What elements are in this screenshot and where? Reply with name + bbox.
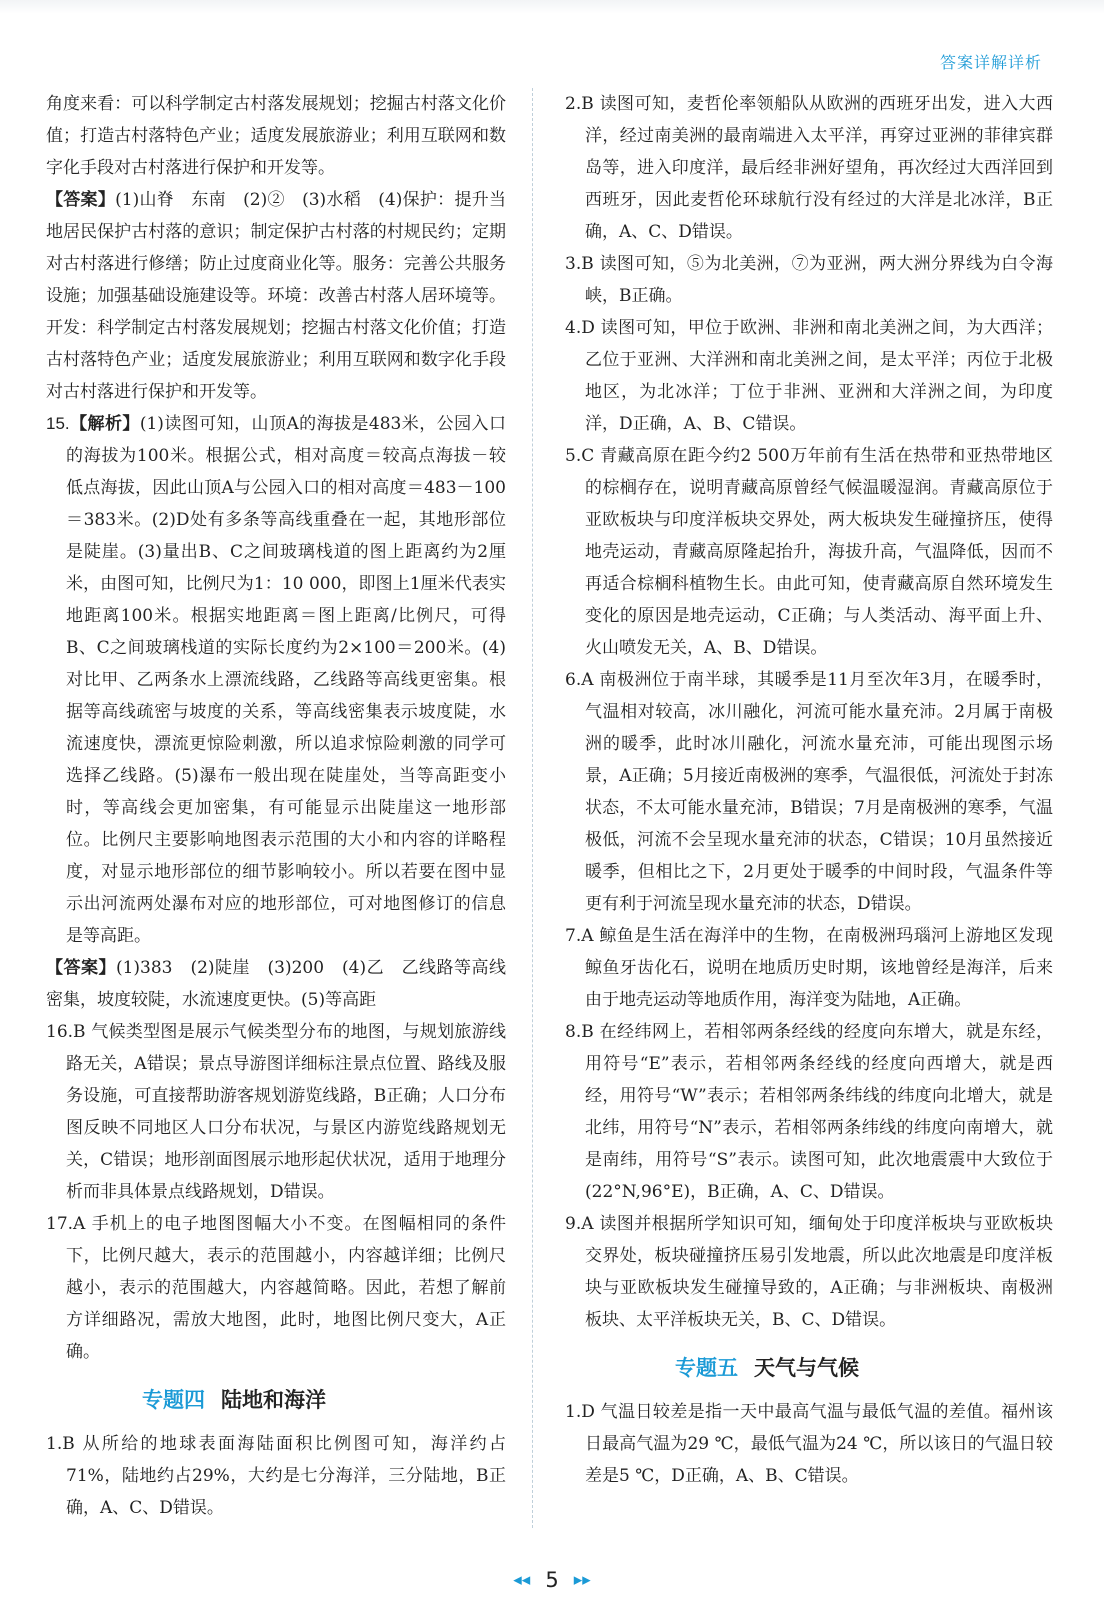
right-column [565,88,1053,1492]
analysis-label: 【解析】 [69,414,140,434]
question-6: 6.A 南极洲位于南半球，其暖季是11月至次年3月，在暖季时，气温相对较高，冰川融化，河流可能水量充沛。2月属于南极洲的暖季，此时冰川融化，河流水量充沛，可能出现图示场景，A正确；5月接近南极洲的寒季，气温很低，河流处于封冻状态，不太可能水量充沛，B错误；7月是南极洲的寒季，气温极低，河流不会呈现水量充沛的状态，C错误；10月虽然接近暖季，但相比之下，2月更处于暖季的中间时段，气温条件等更有利于河流呈现水量充沛的状态，D错误。 [565,670,1053,914]
answer-label: 【答案】 [46,190,116,210]
section-5-label: 专题五 [675,1356,738,1380]
section-4-question-1: 1.B 从所给的地球表面海陆面积比例图可知，海洋约占71%，陆地约占29%，大约是七分海洋，三分陆地，B正确，A、C、D错误。 [46,1434,506,1518]
section-5-title: 天气与气候 [754,1356,859,1380]
answer-14-text: (1)山脊 东南 (2)② (3)水稻 (4)保护：提升当地居民保护古村落的意识；制定保护古村落的村规民约；定期对古村落进行修缮；防止过度商业化等。服务：完善公共服务设施；加强基础设施建设等。环境：改善古村落人居环境等。开发：科学制定古村落发展规划；挖掘古村落文化价值；打造古村落特色产业；适度发展旅游业；利用互联网和数字化手段对古村落进行保护和开发等。 [46,190,507,402]
question-8: 8.B 在经纬网上，若相邻两条经线的经度向东增大，就是东经，用符号“E”表示，若相邻两条经线的经度向西增大，就是西经，用符号“W”表示；若相邻两条纬线的纬度向北增大，就是北纬，用符号“N”表示，若相邻两条纬线的纬度向南增大，就是南纬，用符号“S”表示。读图可知，此次地震震中大致位于(22°N,96°E)，B正确，A、C、D错误。 [565,1022,1053,1202]
question-2: 2.B 读图可知，麦哲伦率领船队从欧洲的西班牙出发，进入大西洋，经过南美洲的最南端进入太平洋，再穿过亚洲的菲律宾群岛等，进入印度洋，最后经非洲好望角，再次经过大西洋回到西班牙，因此麦哲伦环球航行没有经过的大洋是北冰洋，B正确，A、C、D错误。 [565,94,1053,242]
answer-14 [46,184,506,408]
section-5-question-1: 1.D 气温日较差是指一天中最高气温与最低气温的差值。福州该日最高气温为29 ℃，最低气温为24 ℃，所以该日的气温日较差是5 ℃，D正确，A、B、C错误。 [565,1402,1053,1486]
section-4-title: 陆地和海洋 [221,1388,326,1412]
column-divider [532,88,533,1528]
prev-page-icon[interactable]: ◀◀ [513,1573,531,1587]
section-5-heading [675,1352,1053,1384]
top-band [0,0,1104,14]
question-17: 17.A 手机上的电子地图图幅大小不变。在图幅相同的条件下，比例尺越大，表示的范围越小，内容越详细；比例尺越小，表示的范围越大，内容越简略。因此，若想了解前方详细路况，需放大地图，此时，地图比例尺变大，A正确。 [46,1214,506,1362]
question-number: 15. [46,414,70,433]
question-5: 5.C 青藏高原在距今约2 500万年前有生活在热带和亚热带地区的棕榈存在，说明青藏高原曾经气候温暖湿润。青藏高原位于亚欧板块与印度洋板块交界处，两大板块发生碰撞挤压，使得地壳运动，青藏高原隆起抬升，海拔升高，气温降低，因而不再适合棕榈科植物生长。由此可知，使青藏高原自然环境发生变化的原因是地壳运动，C正确；与人类活动、海平面上升、火山喷发无关，A、B、D错误。 [565,446,1053,658]
section-4-label: 专题四 [142,1388,205,1412]
section-4-heading [142,1384,506,1416]
question-15 [46,408,506,952]
page-number: 5 [545,1568,559,1592]
answer-15-text: (1)383 (2)陡崖 (3)200 (4)乙 乙线路等高线密集，坡度较陡，水流速度更快。(5)等高距 [46,958,507,1010]
intro-paragraph: 角度来看：可以科学制定古村落发展规划；挖掘古村落文化价值；打造古村落特色产业；适度发展旅游业；利用互联网和数字化手段对古村落进行保护和开发等。 [46,94,506,178]
question-3: 3.B 读图可知，⑤为北美洲，⑦为亚洲，两大洲分界线为白令海峡，B正确。 [565,254,1053,306]
page-footer [0,1568,1104,1592]
question-4: 4.D 读图可知，甲位于欧洲、非洲和南北美洲之间，为大西洋；乙位于亚洲、大洋洲和南北美洲之间，是太平洋；丙位于北极地区，为北冰洋；丁位于非洲、亚洲和大洋洲之间，为印度洋，D正确，A、B、C错误。 [565,318,1053,434]
next-page-icon[interactable]: ▶▶ [573,1573,591,1587]
header-tag: 答案详解详析 [939,53,1042,72]
question-9: 9.A 读图并根据所学知识可知，缅甸处于印度洋板块与亚欧板块交界处，板块碰撞挤压易引发地震，所以此次地震是印度洋板块与亚欧板块发生碰撞导致的，A正确；与非洲板块、南极洲板块、太平洋板块无关，B、C、D错误。 [565,1214,1053,1330]
question-7: 7.A 鲸鱼是生活在海洋中的生物，在南极洲玛瑙河上游地区发现鲸鱼牙齿化石，说明在地质历史时期，该地曾经是海洋，后来由于地壳运动等地质作用，海洋变为陆地，A正确。 [565,926,1053,1010]
answer-15 [46,952,506,1016]
question-15-text: (1)读图可知，山顶A的海拔是483米，公园入口的海拔为100米。根据公式，相对高度＝较高点海拔－较低点海拔，因此山顶A与公园入口的相对高度＝483－100＝383米。(2)D处有多条等高线重叠在一起，其地形部位是陡崖。(3)量出B、C之间玻璃栈道的图上距离约为2厘米，由图可知，比例尺为1：10 000，即图上1厘米代表实地距离100米。根据实地距离＝图上距离/比例尺，可得B、C之间玻璃栈道的实际长度约为2×100＝200米。(4)对比甲、乙两条水上漂流线路，乙线路等高线更密集。根据等高线疏密与坡度的关系，等高线密集表示坡度陡，水流速度快，漂流更惊险刺激，所以追求惊险刺激的同学可选择乙线路。(5)瀑布一般出现在陡崖处，当等高距变小时，等高线会更加密集，有可能显示出陡崖这一地形部位。比例尺主要影响地图表示范围的大小和内容的详略程度，对显示地形部位的细节影响较小。所以若要在图中显示出河流两处瀑布对应的地形部位，可对地图修订的信息是等高距。 [66,414,506,946]
left-column [46,88,506,1524]
answer-label: 【答案】 [46,958,116,978]
question-16: 16.B 气候类型图是展示气候类型分布的地图，与规划旅游线路无关，A错误；景点导游图详细标注景点位置、路线及服务设施，可直接帮助游客规划游览线路，B正确；人口分布图反映不同地区人口分布状况，与景区内游览线路规划无关，C错误；地形剖面图展示地形起伏状况，适用于地理分析而非具体景点线路规划，D错误。 [46,1022,506,1202]
